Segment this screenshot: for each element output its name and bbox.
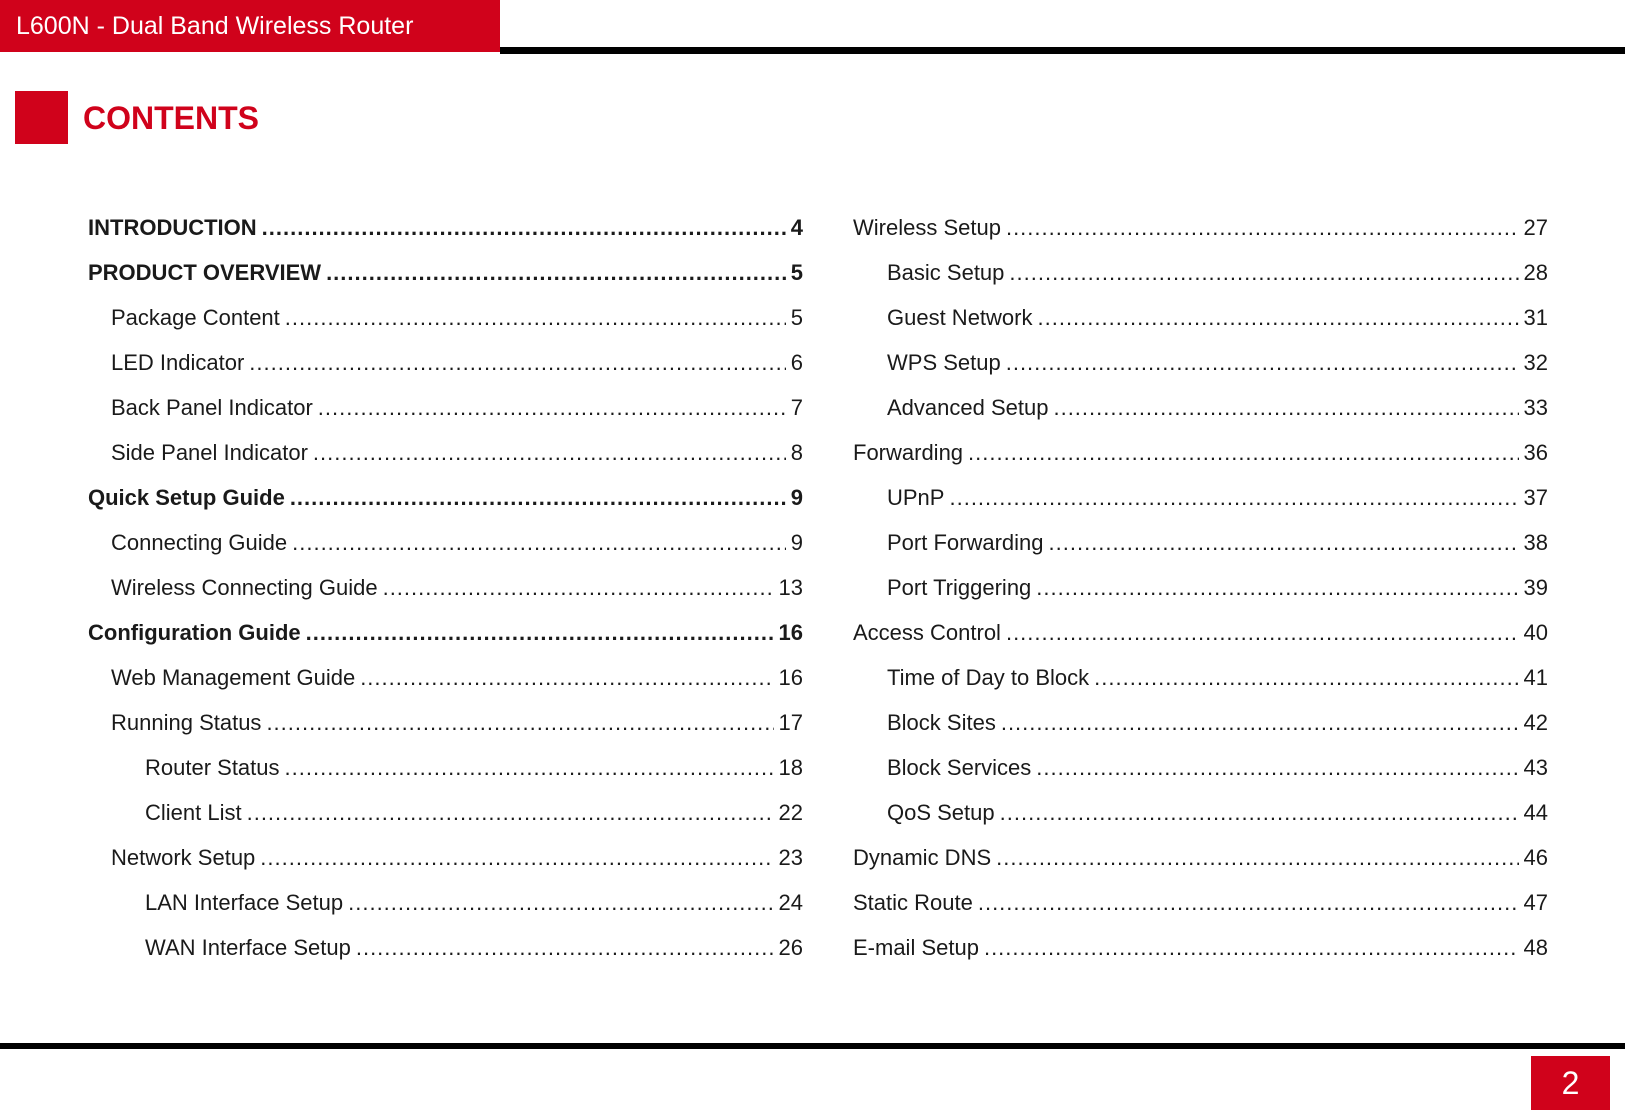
toc-entry-title: PRODUCT OVERVIEW (88, 260, 322, 285)
toc-entry-title: WPS Setup (887, 350, 1001, 375)
toc-dot-leader (978, 880, 1519, 925)
toc-entry-title: Access Control (853, 620, 1001, 645)
toc-dot-leader (1094, 655, 1518, 700)
toc-entry-title: Dynamic DNS (853, 845, 992, 870)
toc-entry-page: 47 (1523, 890, 1548, 915)
header-rule (500, 47, 1625, 54)
toc-entry-title: Client List (145, 800, 242, 825)
toc-dot-leader (1049, 520, 1519, 565)
toc-dot-leader (260, 835, 773, 880)
section-marker (15, 91, 68, 144)
toc-right-column (853, 205, 1548, 970)
toc-entry-page: 7 (790, 395, 803, 420)
toc-entry-page: 43 (1523, 755, 1548, 780)
toc-entry-page: 5 (790, 260, 803, 285)
toc-entry-page: 9 (790, 530, 803, 555)
toc-entry-guest-network[interactable] (853, 295, 1548, 340)
toc-entry-title: Router Status (145, 755, 280, 780)
toc-entry-title: E-mail Setup (853, 935, 979, 960)
toc-entry-page: 6 (790, 350, 803, 375)
toc-entry-title: Block Sites (887, 710, 996, 735)
toc-dot-leader (1001, 700, 1519, 745)
toc-entry-product-overview[interactable] (88, 250, 803, 295)
toc-entry-title: LAN Interface Setup (145, 890, 344, 915)
toc-entry-upnp[interactable] (853, 475, 1548, 520)
toc-dot-leader (290, 475, 786, 520)
toc-dot-leader (348, 880, 773, 925)
toc-entry-router-status[interactable] (88, 745, 803, 790)
toc-entry-page: 40 (1523, 620, 1548, 645)
toc-entry-page: 22 (778, 800, 803, 825)
toc-dot-leader (996, 835, 1518, 880)
toc-entry-title: Guest Network (887, 305, 1033, 330)
toc-entry-page: 9 (790, 485, 803, 510)
toc-entry-title: Static Route (853, 890, 973, 915)
toc-dot-leader (313, 430, 786, 475)
toc-entry-title: Back Panel Indicator (111, 395, 313, 420)
toc-entry-title: UPnP (887, 485, 945, 510)
toc-dot-leader (285, 295, 786, 340)
toc-entry-title: Configuration Guide (88, 620, 301, 645)
toc-entry-dynamic-dns[interactable] (853, 835, 1548, 880)
toc-dot-leader (1036, 745, 1518, 790)
toc-dot-leader (262, 205, 786, 250)
toc-entry-wps-setup[interactable] (853, 340, 1548, 385)
toc-dot-leader (356, 925, 774, 970)
toc-dot-leader (1036, 565, 1518, 610)
toc-entry-page: 27 (1523, 215, 1548, 240)
toc-dot-leader (968, 430, 1518, 475)
toc-entry-title: Advanced Setup (887, 395, 1049, 420)
toc-entry-back-panel-indicator[interactable] (88, 385, 803, 430)
toc-entry-connecting-guide[interactable] (88, 520, 803, 565)
toc-dot-leader (949, 475, 1518, 520)
toc-entry-page: 4 (790, 215, 803, 240)
toc-entry-e-mail-setup[interactable] (853, 925, 1548, 970)
toc-dot-leader (1038, 295, 1519, 340)
toc-entry-page: 23 (778, 845, 803, 870)
toc-entry-access-control[interactable] (853, 610, 1548, 655)
toc-entry-block-sites[interactable] (853, 700, 1548, 745)
toc-entry-page: 24 (778, 890, 803, 915)
toc-dot-leader (1000, 790, 1519, 835)
toc-entry-block-services[interactable] (853, 745, 1548, 790)
toc-entry-lan-interface-setup[interactable] (88, 880, 803, 925)
toc-dot-leader (326, 250, 786, 295)
toc-entry-page: 42 (1523, 710, 1548, 735)
toc-dot-leader (1006, 340, 1519, 385)
toc-entry-page: 46 (1523, 845, 1548, 870)
toc-entry-title: Side Panel Indicator (111, 440, 308, 465)
toc-dot-leader (249, 340, 785, 385)
toc-dot-leader (1006, 610, 1519, 655)
toc-entry-port-forwarding[interactable] (853, 520, 1548, 565)
toc-entry-time-of-day-to-block[interactable] (853, 655, 1548, 700)
toc-entry-title: Forwarding (853, 440, 964, 465)
toc-entry-wireless-connecting-guide[interactable] (88, 565, 803, 610)
toc-entry-page: 26 (778, 935, 803, 960)
toc-entry-page: 39 (1523, 575, 1548, 600)
toc-dot-leader (1053, 385, 1518, 430)
toc-entry-page: 13 (778, 575, 803, 600)
toc-entry-side-panel-indicator[interactable] (88, 430, 803, 475)
toc-entry-introduction[interactable] (88, 205, 803, 250)
toc-dot-leader (1006, 205, 1519, 250)
toc-entry-qos-setup[interactable] (853, 790, 1548, 835)
toc-dot-leader (285, 745, 774, 790)
toc-dot-leader (247, 790, 774, 835)
toc-entry-title: LED Indicator (111, 350, 245, 375)
toc-entry-page: 5 (790, 305, 803, 330)
toc-entry-page: 33 (1523, 395, 1548, 420)
toc-entry-forwarding[interactable] (853, 430, 1548, 475)
toc-entry-wireless-setup[interactable] (853, 205, 1548, 250)
toc-entry-title: Running Status (111, 710, 262, 735)
toc-entry-port-triggering[interactable] (853, 565, 1548, 610)
toc-entry-running-status[interactable] (88, 700, 803, 745)
toc-entry-configuration-guide[interactable] (88, 610, 803, 655)
toc-dot-leader (318, 385, 786, 430)
toc-entry-title: Block Services (887, 755, 1032, 780)
toc-entry-page: 32 (1523, 350, 1548, 375)
toc-entry-page: 38 (1523, 530, 1548, 555)
toc-entry-title: Connecting Guide (111, 530, 288, 555)
toc-entry-title: Port Forwarding (887, 530, 1044, 555)
toc-entry-page: 41 (1523, 665, 1548, 690)
toc-entry-page: 31 (1523, 305, 1548, 330)
toc-entry-page: 16 (778, 620, 803, 645)
toc-entry-page: 28 (1523, 260, 1548, 285)
toc-entry-title: WAN Interface Setup (145, 935, 351, 960)
toc-dot-leader (266, 700, 773, 745)
toc-entry-advanced-setup[interactable] (853, 385, 1548, 430)
page-number-badge: 2 (1531, 1056, 1610, 1110)
toc-dot-leader (306, 610, 774, 655)
toc-dot-leader (360, 655, 773, 700)
toc-entry-title: Time of Day to Block (887, 665, 1090, 690)
toc-entry-network-setup[interactable] (88, 835, 803, 880)
toc-entry-basic-setup[interactable] (853, 250, 1548, 295)
toc-entry-page: 48 (1523, 935, 1548, 960)
toc-left-column (88, 205, 803, 970)
toc-dot-leader (383, 565, 774, 610)
toc-entry-title: Wireless Connecting Guide (111, 575, 378, 600)
toc-entry-quick-setup-guide[interactable] (88, 475, 803, 520)
page-title: CONTENTS (83, 100, 259, 136)
toc-entry-title: Network Setup (111, 845, 256, 870)
toc-entry-title: Package Content (111, 305, 280, 330)
footer-rule (0, 1043, 1625, 1049)
toc-entry-page: 44 (1523, 800, 1548, 825)
document-header-title: L600N - Dual Band Wireless Router (0, 0, 500, 52)
toc-entry-static-route[interactable] (853, 880, 1548, 925)
toc-entry-client-list[interactable] (88, 790, 803, 835)
toc-entry-title: QoS Setup (887, 800, 995, 825)
toc-entry-title: Quick Setup Guide (88, 485, 285, 510)
toc-entry-title: INTRODUCTION (88, 215, 257, 240)
toc-dot-leader (984, 925, 1519, 970)
toc-entry-page: 37 (1523, 485, 1548, 510)
toc-entry-title: Basic Setup (887, 260, 1005, 285)
toc-entry-page: 8 (790, 440, 803, 465)
toc-entry-title: Web Management Guide (111, 665, 356, 690)
toc-dot-leader (292, 520, 786, 565)
toc-entry-title: Wireless Setup (853, 215, 1001, 240)
toc-entry-page: 16 (778, 665, 803, 690)
toc-dot-leader (1009, 250, 1518, 295)
toc-entry-page: 36 (1523, 440, 1548, 465)
toc-entry-page: 18 (778, 755, 803, 780)
toc-entry-package-content[interactable] (88, 295, 803, 340)
toc-entry-title: Port Triggering (887, 575, 1032, 600)
toc-entry-page: 17 (778, 710, 803, 735)
toc-entry-wan-interface-setup[interactable] (88, 925, 803, 970)
toc-entry-web-management-guide[interactable] (88, 655, 803, 700)
toc-entry-led-indicator[interactable] (88, 340, 803, 385)
